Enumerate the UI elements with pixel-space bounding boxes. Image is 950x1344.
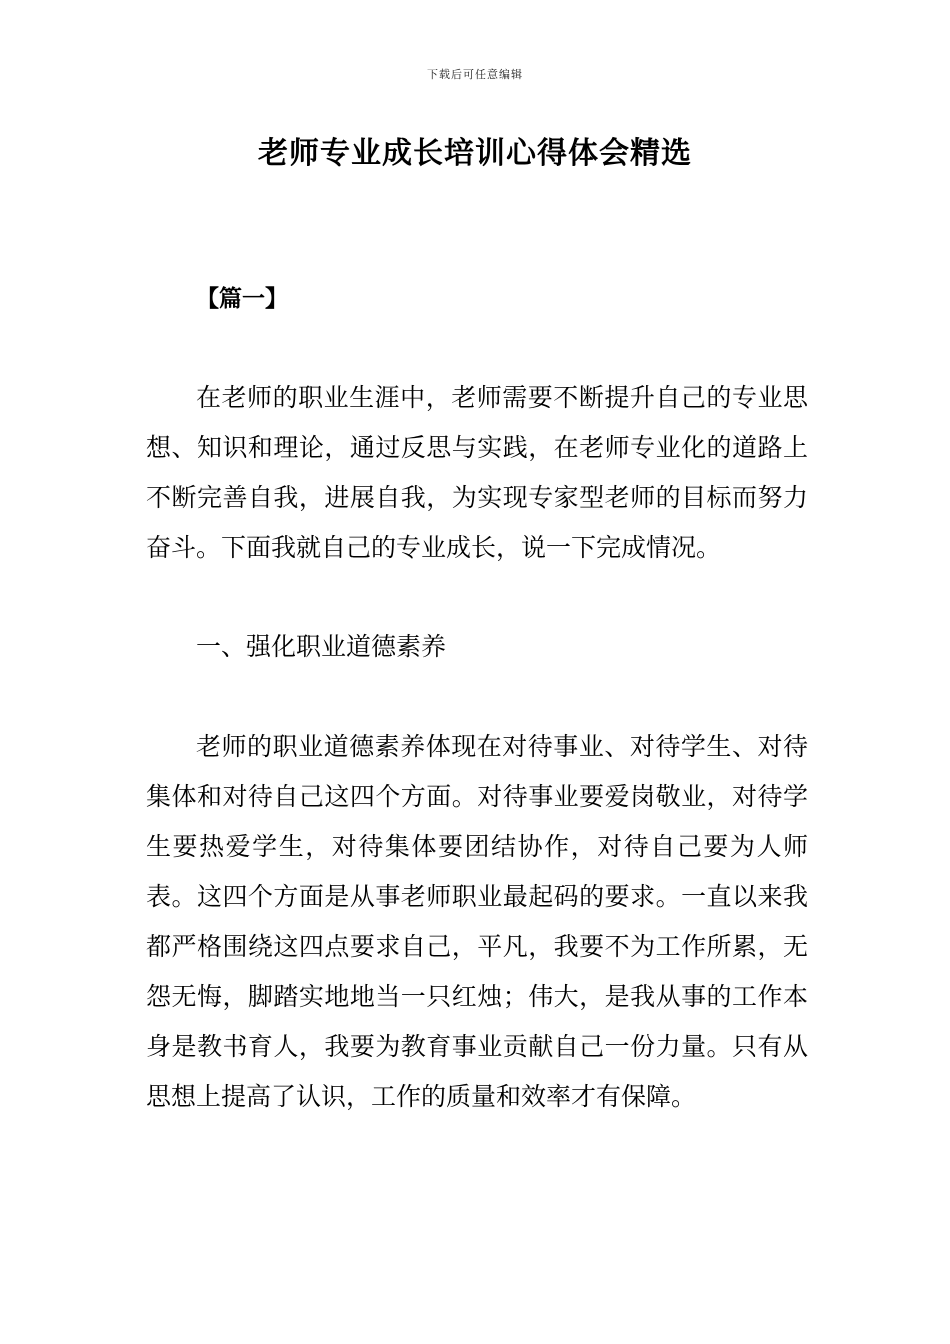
section-heading: 一、强化职业道德素养	[196, 632, 447, 661]
document-title: 老师专业成长培训心得体会精选	[258, 136, 692, 171]
section-tag: 【篇一】	[196, 286, 288, 312]
header-note: 下载后可任意编辑	[427, 68, 523, 81]
body-paragraph: 老师的职业道德素养体现在对待事业、对待学生、对待集体和对待自己这四个方面。对待事业要爱岗敬业，对待学生要热爱学生，对待集体要团结协作，对待自己要为人师表。这四个方面是从事老师职业最起码的要求。一直以来我都严格围绕这四点要求自己，平凡，我要不为工作所累，无怨无悔，脚踏实地地当一只红烛；伟大，是我从事的工作本身是教书育人，我要为教育事业贡献自己一份力量。只有从思想上提高了认识，工作的质量和效率才有保障。	[146, 732, 808, 1111]
intro-paragraph: 在老师的职业生涯中，老师需要不断提升自己的专业思想、知识和理论，通过反思与实践，在老师专业化的道路上不断完善自我，进展自我，为实现专家型老师的目标而努力奋斗。下面我就自己的专业成长，说一下完成情况。	[146, 383, 808, 562]
